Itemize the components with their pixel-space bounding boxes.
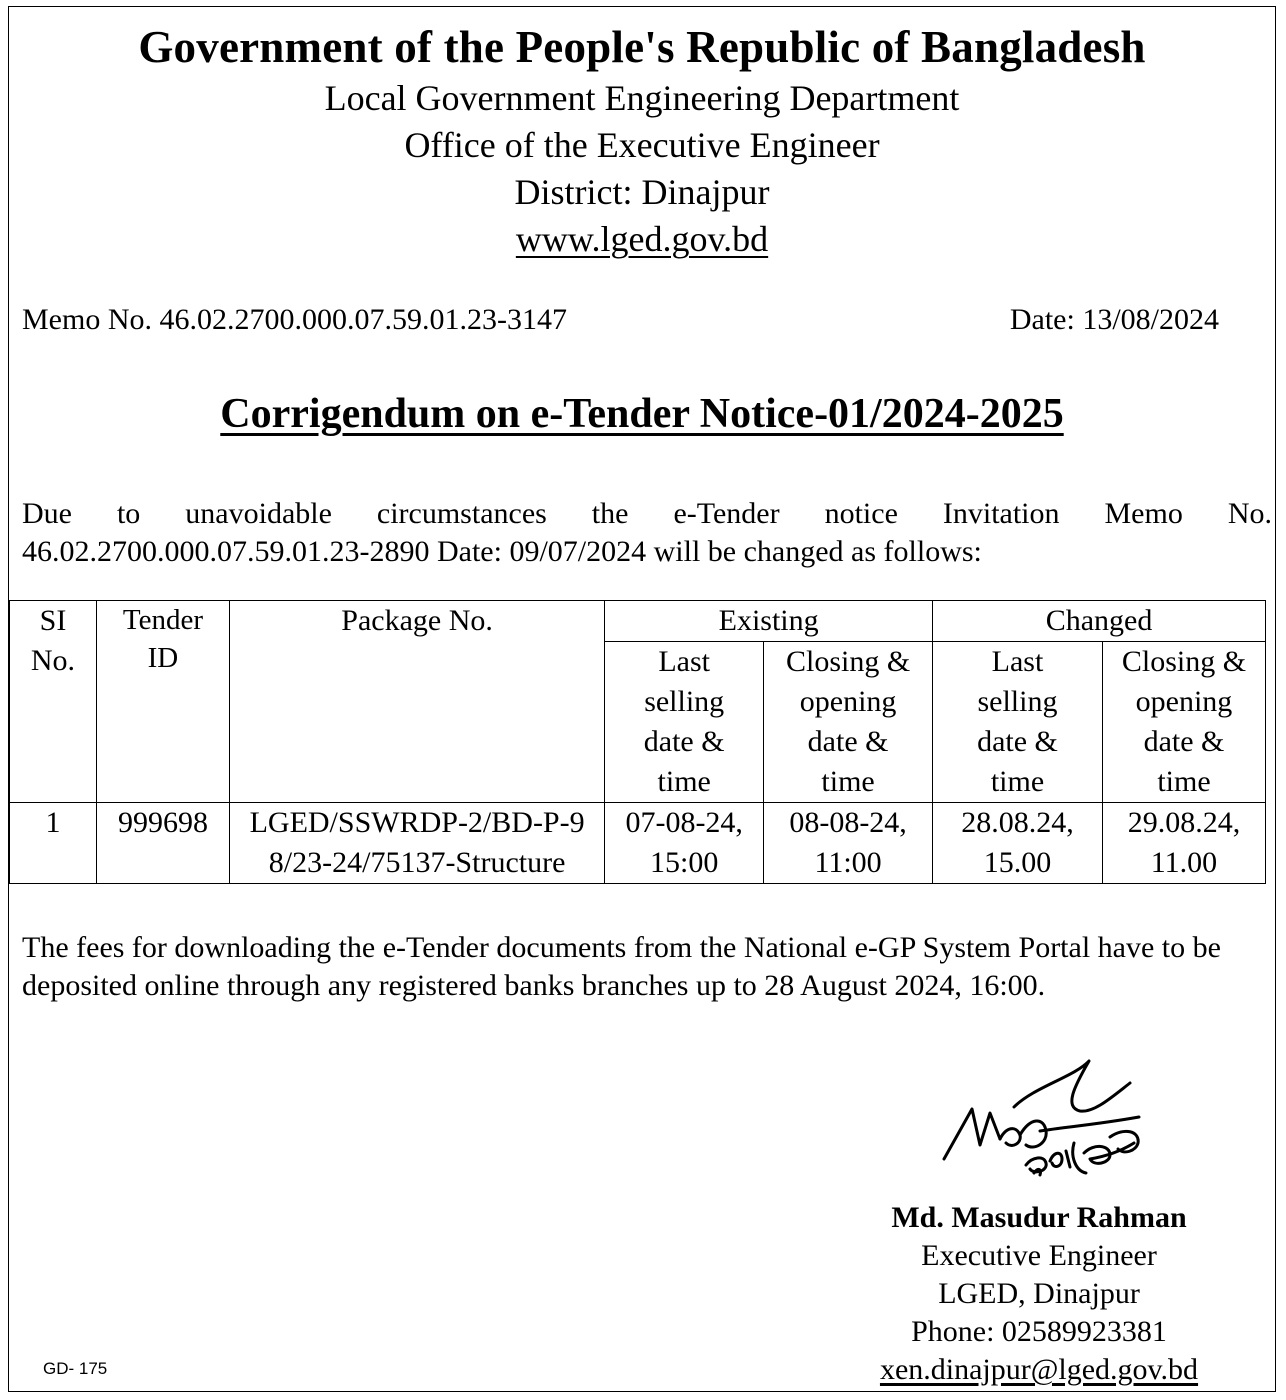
notice-title: Corrigendum on e-Tender Notice-01/2024-2025: [220, 391, 1064, 437]
header-sl-no: SI No.: [10, 601, 97, 803]
cell-existing-last-selling: 07-08-24, 15:00: [605, 803, 764, 884]
cell-changed-closing: 29.08.24, 11.00: [1102, 803, 1265, 884]
memo-date: Date: 13/08/2024: [1009, 303, 1219, 336]
memo-number: Memo No. 46.02.2700.000.07.59.01.23-3147: [22, 303, 567, 336]
intro-paragraph: Due to unavoidable circumstances the e-Tender notice Invitation Memo No. 46.02.2700.000.07.59.01.23-2890 Date: 09/07/2024 will be changed as follows:: [22, 497, 1272, 568]
office-name: Office of the Executive Engineer: [404, 125, 880, 165]
fees-paragraph: The fees for downloading the e-Tender documents from the National e-GP System Portal have to be deposited online through any registered banks branches up to 28 August 2024, 16:00.: [22, 931, 1221, 1002]
signer-name: Md. Masudur Rahman: [891, 1201, 1187, 1234]
signer-designation: Executive Engineer: [921, 1239, 1157, 1272]
website-link[interactable]: www.lged.gov.bd: [515, 219, 769, 259]
header-package-no: Package No.: [229, 601, 604, 803]
header-changed: Changed: [933, 601, 1266, 642]
tender-table: [9, 600, 1266, 884]
gd-code: GD- 175: [43, 1359, 108, 1378]
cell-existing-closing: 08-08-24, 11:00: [764, 803, 933, 884]
signer-block: [789, 1199, 1286, 1389]
government-name: Government of the People's Republic of Bangladesh: [138, 22, 1146, 72]
notice-page: [8, 6, 1276, 1392]
cell-changed-last-selling: 28.08.24, 15.00: [933, 803, 1103, 884]
table-header-row: [10, 601, 1266, 642]
signer-office: LGED, Dinajpur: [938, 1277, 1140, 1310]
handwritten-signature: [934, 1047, 1164, 1197]
cell-package-no: LGED/SSWRDP-2/BD-P-98/23-24/75137-Structure: [229, 803, 604, 884]
district-name: District: Dinajpur: [514, 172, 770, 212]
signer-phone: Phone: 02589923381: [911, 1315, 1167, 1348]
header-changed-closing-opening: Closing & opening date & time: [1102, 642, 1265, 803]
header-existing-closing-opening: Closing & opening date & time: [764, 642, 933, 803]
table-row: [10, 803, 1266, 884]
header-tender-id: Tender ID: [96, 601, 229, 803]
header-existing: Existing: [605, 601, 933, 642]
header-changed-last-selling: Last selling date & time: [933, 642, 1103, 803]
cell-sl-no: 1: [10, 803, 97, 884]
letterhead: [9, 19, 1275, 263]
header-existing-last-selling: Last selling date & time: [605, 642, 764, 803]
department-name: Local Government Engineering Department: [324, 78, 960, 118]
signer-email[interactable]: xen.dinajpur@lged.gov.bd: [879, 1353, 1199, 1386]
cell-tender-id: 999698: [96, 803, 229, 884]
